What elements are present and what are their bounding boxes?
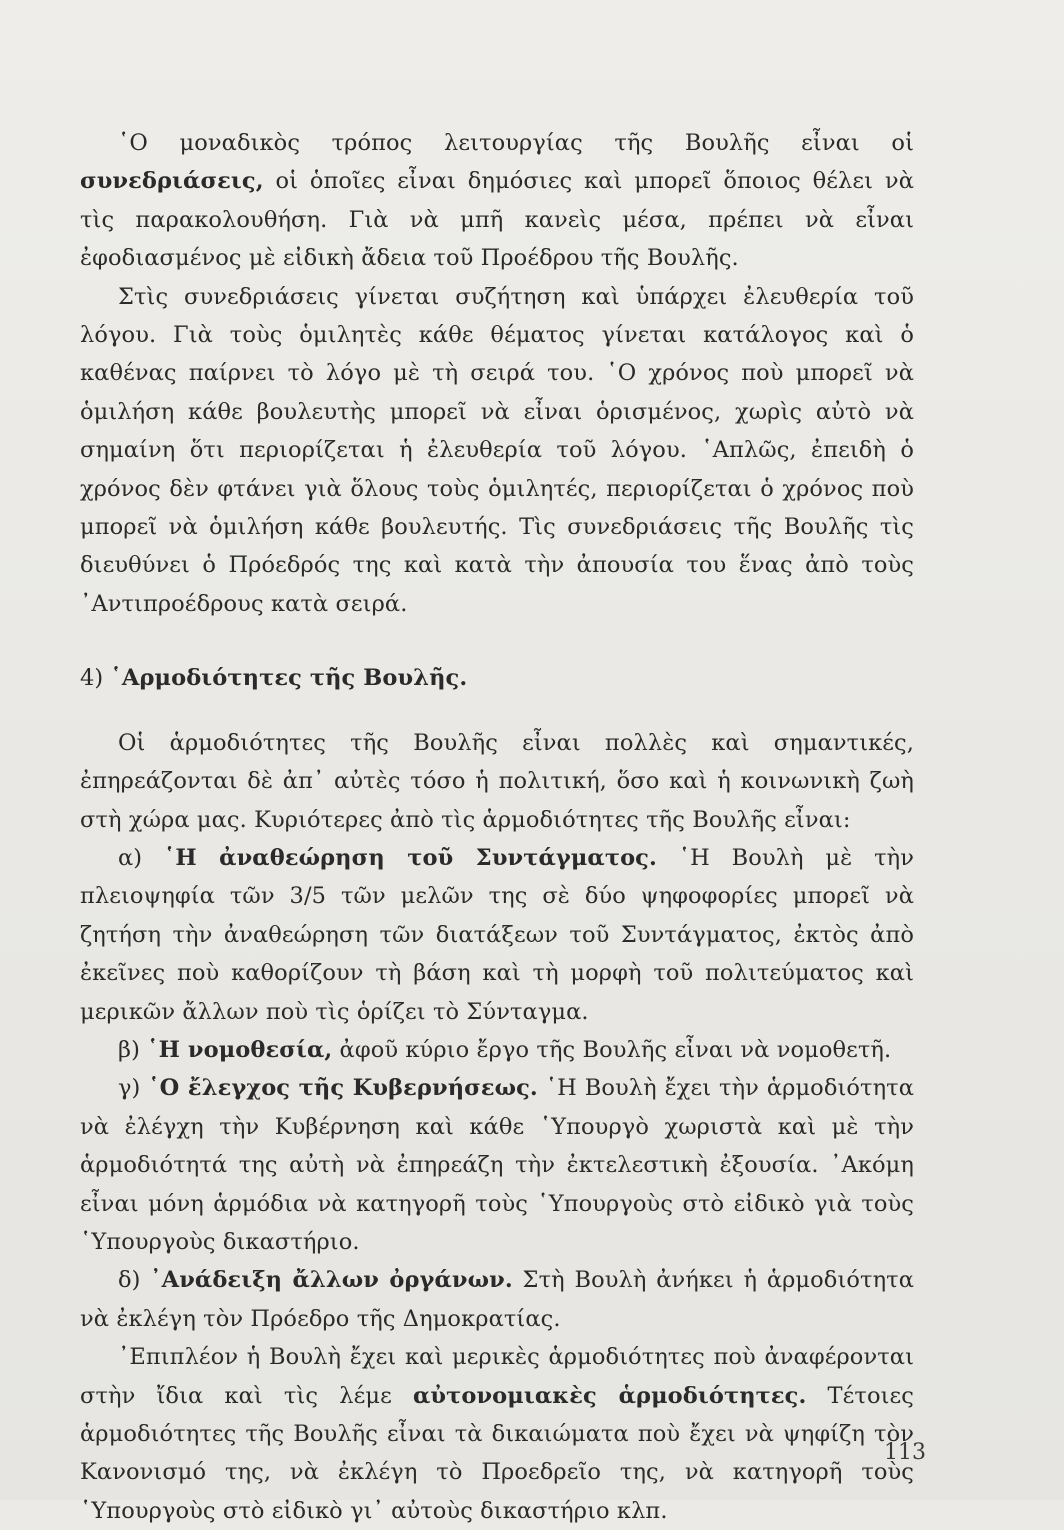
section-number: 4)	[80, 665, 111, 692]
body-text	[80, 124, 914, 1530]
paragraph-competences-intro: Οἱ ἁρμοδιότητες τῆς Βουλῆς εἶναι πολλὲς καὶ σημαντικές, ἐπηρεάζονται δὲ ἀπ᾽ αὐτὲς τόσο ἡ πολιτική, ὅσο καὶ ἡ κοινωνικὴ ζωὴ στὴ χώρα μας. Κυριότερες ἀπὸ τὶς ἁρμοδιότητες τῆς Βουλῆς εἶναι:	[80, 729, 914, 833]
paragraph-sessions: ῾Ο μοναδικὸς τρόπος λειτουργίας τῆς Βουλῆς εἶναι οἱ συνεδριάσεις, οἱ ὁποῖες εἶναι δημόσιες καὶ μπορεῖ ὅποιος θέλει νὰ τὶς παρακολουθήση. Γιὰ νὰ μπῆ κανεὶς μέσα, πρέπει νὰ εἶναι ἐφοδιασμένος μὲ εἰδικὴ ἄδεια τοῦ Προέδρου τῆς Βουλῆς.	[80, 130, 914, 272]
paragraph-autonomy: ᾽Επιπλέον ἡ Βουλὴ ἔχει καὶ μερικὲς ἁρμοδιότητες ποὺ ἀναφέρονται στὴν ἴδια καὶ τὶς λέμε αὐτονομιακὲς ἁρμοδιότητες. Τέτοιες ἁρμοδιότητες τῆς Βουλῆς εἶναι τὰ δικαιώματα ποὺ ἔχει νὰ ψηφίζη τὸν Κανονισμό της, νὰ ἐκλέγη τὸ Προεδρεῖο της, νὰ κατηγορῆ τοὺς ῾Υπουργοὺς στὸ εἰδικὸ γι᾽ αὐτοὺς δικαστήριο κλπ.	[80, 1344, 914, 1524]
list-item-a: α) ῾Η ἀναθεώρηση τοῦ Συντάγματος. ῾Η Βουλὴ μὲ τὴν πλειοψηφία τῶν 3/5 τῶν μελῶν της σὲ δύο ψηφοφορίες μπορεῖ νὰ ζητήση τὴν ἀναθεώρηση τῶν διατάξεων τοῦ Συντάγματος, ἐκτὸς ἀπὸ ἐκεῖνες ποὺ καθορίζουν τὴ βάση καὶ τὴ μορφὴ τοῦ πολιτεύματος καὶ μερικῶν ἄλλων ποὺ τὶς ὁρίζει τὸ Σύνταγμα.	[80, 844, 914, 1025]
term-autonomy: αὐτονομιακὲς ἁρμοδιότητες.	[412, 1382, 807, 1409]
list-item-b: β) ῾Η νομοθεσία, ἀφοῦ κύριο ἔργο τῆς Βουλῆς εἶναι νὰ νομοθετῆ.	[118, 1036, 892, 1063]
list-item-c: γ) ῾Ο ἔλεγχος τῆς Κυβερνήσεως. ῾Η Βουλὴ ἔχει τὴν ἁρμοδιότητα νὰ ἐλέγχη τὴν Κυβέρνηση καὶ κάθε ῾Υπουργὸ χωριστὰ καὶ μὲ τὴν ἁρμοδιότητά της αὐτὴ νὰ ἐπηρεάζη τὴν ἐκτελεστικὴ ἐξουσία. ᾽Ακόμη εἶναι μόνη ἁρμόδια νὰ κατηγορῆ τοὺς ῾Υπουργοὺς στὸ εἰδικὸ γιὰ τοὺς ῾Υπουργοὺς δικαστήριο.	[80, 1075, 914, 1255]
list-item-d: δ) ᾽Ανάδειξη ἄλλων ὀργάνων. Στὴ Βουλὴ ἀνήκει ἡ ἁρμοδιότητα νὰ ἐκλέγη τὸν Πρόεδρο τῆς Δημοκρατίας.	[80, 1267, 914, 1332]
paragraph-debate: Στὶς συνεδριάσεις γίνεται συζήτηση καὶ ὑπάρχει ἐλευθερία τοῦ λόγου. Γιὰ τοὺς ὁμιλητὲς κάθε θέματος γίνεται κατάλογος καὶ ὁ καθένας παίρνει τὸ λόγο μὲ τὴ σειρά του. ῾Ο χρόνος ποὺ μπορεῖ νὰ ὁμιλήση κάθε βουλευτὴς μπορεῖ νὰ εἶναι ὁρισμένος, χωρὶς αὐτὸ νὰ σημαίνη ὅτι περιορίζεται ἡ ἐλευθερία τοῦ λόγου. ῾Απλῶς, ἐπειδὴ ὁ χρόνος δὲν φτάνει γιὰ ὅλους τοὺς ὁμιλητές, περιορίζεται ὁ χρόνος ποὺ μπορεῖ νὰ ὁμιλήση κάθε βουλευτής. Τὶς συνεδριάσεις τῆς Βουλῆς τὶς διευθύνει ὁ Πρόεδρός της καὶ κατὰ τὴν ἀπουσία του ἕνας ἀπὸ τοὺς ᾽Αντιπροέδρους κατὰ σειρά.	[80, 283, 914, 617]
term-sessions: συνεδριάσεις,	[80, 168, 264, 195]
page-number: 113	[884, 1440, 926, 1465]
section-title: ῾Αρμοδιότητες τῆς Βουλῆς.	[110, 665, 468, 692]
section-heading	[80, 659, 914, 697]
